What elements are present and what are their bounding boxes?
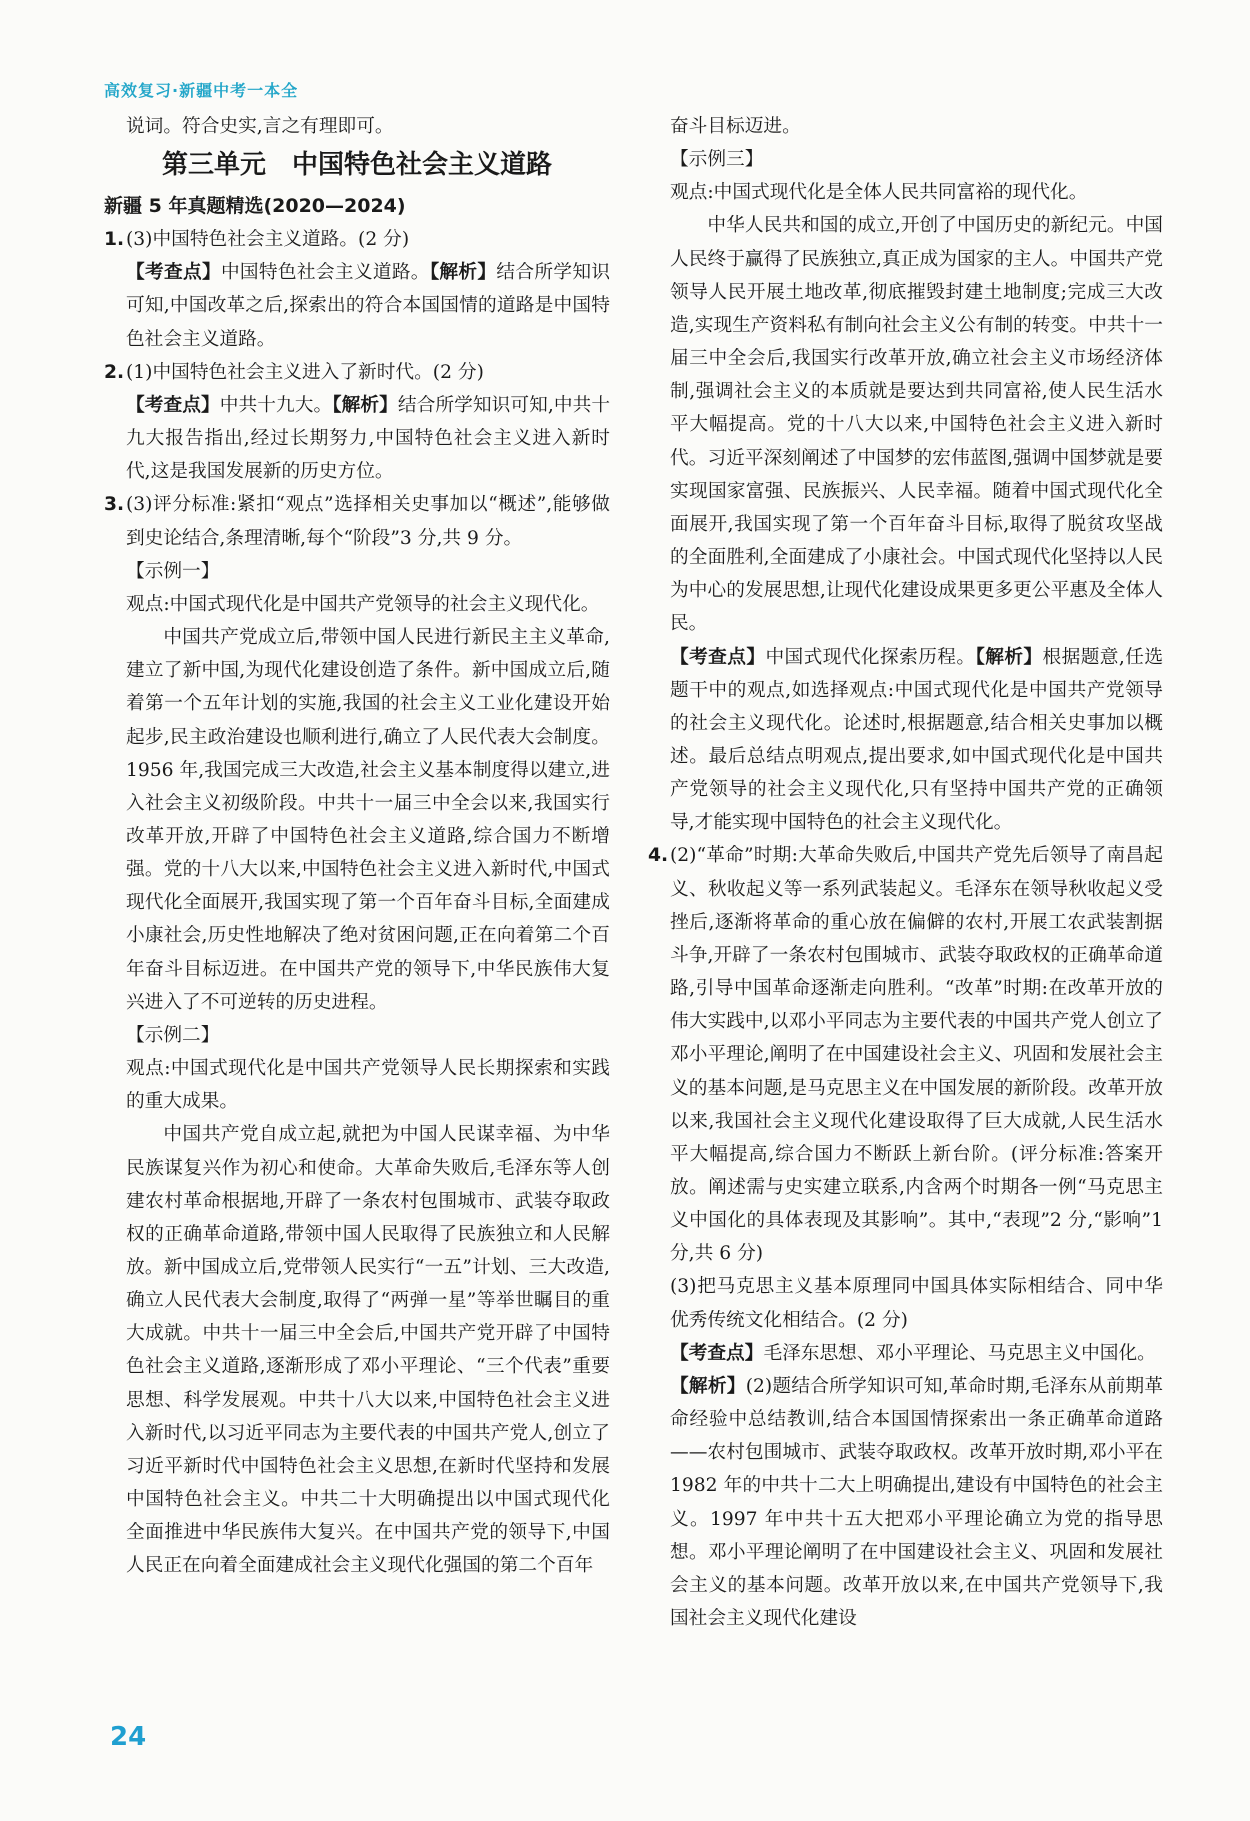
analysis-text: 结合所学知识可知,中国改革之后,探索出的符合本国国情的道路是中国特色社会主义道路。 <box>126 262 611 350</box>
example-label: 【示例一】 <box>126 560 220 582</box>
knowledge-point-text: 中国式现代化探索历程。 <box>765 646 976 668</box>
knowledge-point-text: 中国特色社会主义道路。 <box>220 262 430 284</box>
question-1 <box>104 223 610 356</box>
left-column <box>104 110 610 1583</box>
answer: (3)把马克思主义基本原理同中国具体实际相结合、同中华优秀传统文化相结合。(2 分) <box>670 1276 1163 1331</box>
question-number: 3. <box>104 494 125 516</box>
analysis-text: 结合所学知识可知,中共十九大报告指出,经过长期努力,中国特色社会主义进入新时代,这是我国发展新的历史方位。 <box>126 394 611 483</box>
example-text: 中国共产党自成立起,就把为中国人民谋幸福、为中华民族谋复兴作为初心和使命。大革命失败后,毛泽东等人创建农村革命根据地,开辟了一条农村包围城市、武装夺取政权的正确革命道路,带领中国人民取得了民族独立和人民解放。新中国成立后,党带领人民实行“一五”计划、三大改造,确立人民代表大会制度,取得了“两弹一星”等举世瞩目的重大成就。中共十一届三中全会后,中国共产党开辟了中国特色社会主义道路,逐渐形成了邓小平理论、“三个代表”重要思想、科学发展观。中共十八大以来,中国特色社会主义进入新时代,以习近平同志为主要代表的中国共产党人,创立了习近平新时代中国特色社会主义思想,在新时代坚持和发展中国特色社会主义。中共二十大明确提出以中国式现代化全面推进中华民族伟大复兴。在中国共产党的领导下,中国人民正在向着全面建成社会主义现代化强国的第二个百年 <box>126 1124 610 1577</box>
book-header: 高效复习·新疆中考一本全 <box>104 81 299 100</box>
analysis-tag: 【解析】 <box>670 1375 746 1397</box>
analysis-tag: 【解析】 <box>332 394 398 416</box>
analysis-text: 根据题意,任选题干中的观点,如选择观点:中国式现代化是中国共产党领导的社会主义现代化。论述时,根据题意,结合相关史事加以概述。最后总结点明观点,提出要求,如中国式现代化是中国共产党领导的社会主义现代化,只有坚持中国共产党的正确领导,才能实现中国特色的社会主义现代化。 <box>670 646 1164 834</box>
question-number: 4. <box>648 845 669 867</box>
knowledge-point-tag: 【考查点】 <box>670 1342 764 1364</box>
example-text: 中华人民共和国的成立,开创了中国历史的新纪元。中国人民终于赢得了民族独立,真正成为国家的主人。中国共产党领导人民开展土地改革,彻底摧毁封建土地制度;完成三大改造,实现生产资料私有制向社会主义公有制的转变。中共十一届三中全会后,我国实行改革开放,确立社会主义市场经济体制,强调社会主义的本质就是要达到共同富裕,使人民生活水平大幅提高。党的十八大以来,中国特色社会主义进入新时代。习近平深刻阐述了中国梦的宏伟蓝图,强调中国梦就是要实现国家富强、民族振兴、人民幸福。随着中国式现代化全面展开,我国实现了第一个百年奋斗目标,取得了脱贫攻坚战的全面胜利,全面建成了小康社会。中国式现代化坚持以人民为中心的发展思想,让现代化建设成果更多更公平惠及全体人民。 <box>670 215 1163 635</box>
answer: (3)评分标准:紧扣“观点”选择相关史事加以“概述”,能够做到史论结合,条理清晰,每个“阶段”3 分,共 9 分。 <box>126 494 610 549</box>
question-4 <box>648 839 1163 1635</box>
analysis-tag: 【解析】 <box>975 646 1043 668</box>
page-number: 24 <box>110 1722 147 1752</box>
knowledge-point-tag: 【考查点】 <box>670 646 766 668</box>
analysis <box>670 641 1163 840</box>
example-label: 【示例三】 <box>670 149 764 171</box>
analysis-tag: 【解析】 <box>429 262 497 284</box>
analysis <box>126 256 610 355</box>
answer: (2)“革命”时期:大革命失败后,中国共产党先后领导了南昌起义、秋收起义等一系列武装起义。毛泽东在领导秋收起义受挫后,逐渐将革命的重心放在偏僻的农村,开展工农武装割据斗争,开辟了一条农村包围城市、武装夺取政权的正确革命道路,引导中国革命逐渐走向胜利。“改革”时期:在改革开放的伟大实践中,以邓小平同志为主要代表的中国共产党人创立了邓小平理论,阐明了在中国建设社会主义、巩固和发展社会主义的基本问题,是马克思主义在中国发展的新阶段。改革开放以来,我国社会主义现代化建设取得了巨大成就,人民生活水平大幅提高,综合国力不断跃上新台阶。(评分标准:答案开放。阐述需与史实建立联系,内含两个时期各一例“马克思主义中国化的具体表现及其影响”。其中,“表现”2 分,“影响”1 分,共 6 分) <box>670 845 1163 1265</box>
answer: (3)中国特色社会主义道路。(2 分) <box>126 229 410 251</box>
example-label: 【示例二】 <box>126 1024 220 1046</box>
question-number: 1. <box>104 229 125 251</box>
example-viewpoint: 观点:中国式现代化是全体人民共同富裕的现代化。 <box>670 182 1088 204</box>
answer: (1)中国特色社会主义进入了新时代。(2 分) <box>126 361 484 383</box>
analysis <box>126 389 610 488</box>
knowledge-point-tag: 【考查点】 <box>126 262 221 284</box>
continued-text: 奋斗目标迈进。 <box>670 116 801 137</box>
question-3 <box>104 488 610 1582</box>
question-number: 2. <box>104 361 125 383</box>
analysis-text: (2)题结合所学知识可知,革命时期,毛泽东从前期革命经验中总结教训,结合本国国情探索出一条正确革命道路——农村包围城市、武装夺取政权。改革开放时期,邓小平在 1982 年的中共十二大上明确提出,建设有中国特色的社会主义。1997 年中共十五大把邓小平理论确立为党的指导思想。邓小平理论阐明了在中国建设社会主义、巩固和发展社会主义的基本问题。改革开放以来,在中国共产党领导下,我国社会主义现代化建设 <box>670 1375 1164 1630</box>
knowledge-point-text: 中共十九大。 <box>219 394 333 416</box>
example-text: 中国共产党成立后,带领中国人民进行新民主主义革命,建立了新中国,为现代化建设创造了条件。新中国成立后,随着第一个五年计划的实施,我国的社会主义工业化建设开始起步,民主政治建设也顺利进行,确立了人民代表大会制度。1956 年,我国完成三大改造,社会主义基本制度得以建立,进入社会主义初级阶段。中共十一届三中全会以来,我国实行改革开放,开辟了中国特色社会主义道路,综合国力不断增强。党的十八大以来,中国特色社会主义进入新时代,中国式现代化全面展开,我国实现了第一个百年奋斗目标,全面建成小康社会,历史性地解决了绝对贫困问题,正在向着第二个百年奋斗目标迈进。在中国共产党的领导下,中华民族伟大复兴进入了不可逆转的历史进程。 <box>126 627 610 1013</box>
example-viewpoint: 观点:中国式现代化是中国共产党领导人民长期探索和实践的重大成果。 <box>126 1058 610 1113</box>
example-viewpoint: 观点:中国式现代化是中国共产党领导的社会主义现代化。 <box>126 593 600 615</box>
continued-text: 说词。符合史实,言之有理即可。 <box>126 116 394 137</box>
analysis <box>670 1370 1163 1635</box>
question-2 <box>104 356 610 489</box>
knowledge-point-text: 毛泽东思想、邓小平理论、马克思主义中国化。 <box>763 1342 1156 1364</box>
section-title: 新疆 5 年真题精选(2020—2024) <box>104 195 406 218</box>
right-column <box>648 110 1164 1635</box>
knowledge-point <box>670 1337 1163 1370</box>
unit-title: 第三单元 中国特色社会主义道路 <box>161 150 552 181</box>
knowledge-point-tag: 【考查点】 <box>126 394 220 416</box>
